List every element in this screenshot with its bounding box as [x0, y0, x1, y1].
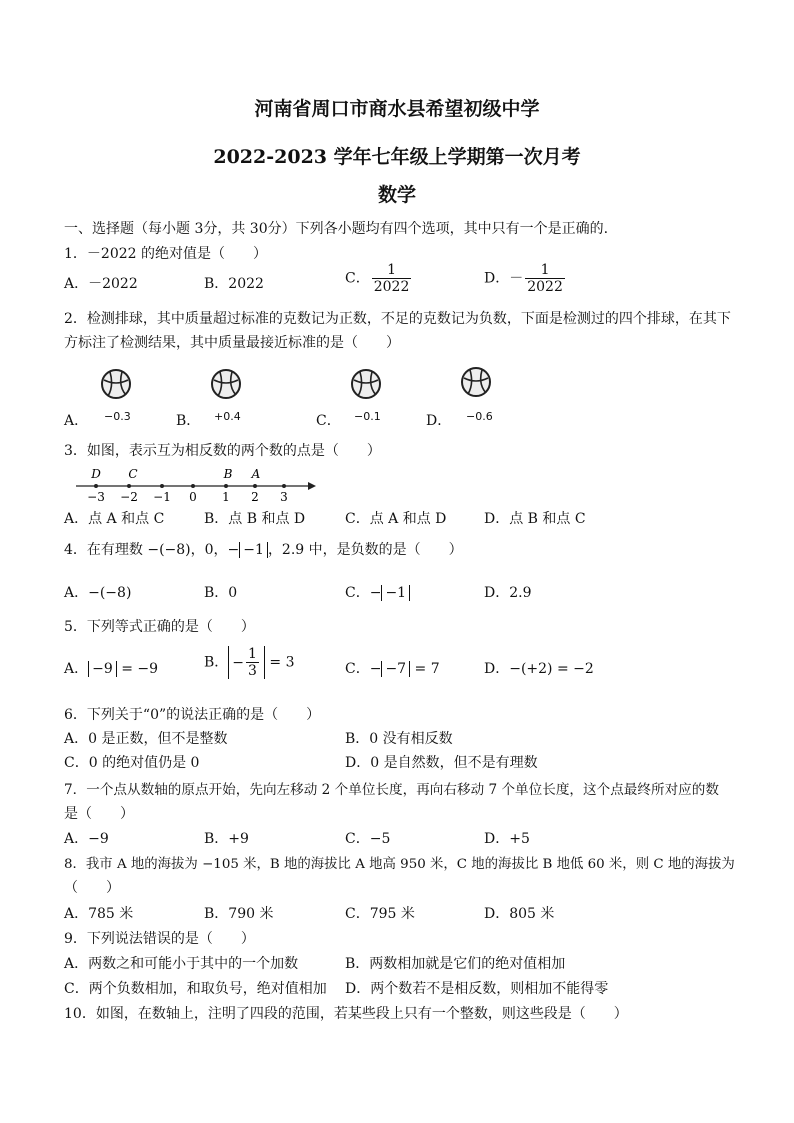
q6-stem: 6．下列关于“0”的说法正确的是（ ） — [64, 707, 321, 723]
q10-stem: 10．如图，在数轴上，注明了四段的范围，若某些段上只有一个整数，则这些段是（ ） — [64, 1006, 628, 1022]
q5-stem: 5．下列等式正确的是（ ） — [64, 619, 255, 635]
q8-stem-line2: （ ） — [64, 880, 120, 896]
q3-option-a: A．点 A 和点 C — [64, 511, 165, 527]
q2-option-a-value: −0.3 — [104, 410, 131, 423]
q2-option-b-label: B． — [176, 413, 201, 429]
q1-d-fraction: $\frac{1}{2022}$ — [527, 262, 563, 295]
q7-option-c: C．−5 — [345, 831, 391, 847]
volleyball-icon — [460, 366, 492, 398]
q5-option-b: B． − $\frac{1}{3}$ = 3 — [204, 646, 295, 679]
tick-label: 3 — [280, 490, 288, 504]
q1-option-c: C． $\frac{1}{2022}$ — [345, 262, 410, 295]
q9-option-d: D．两个数若不是相反数，则相加不能得零 — [345, 981, 609, 997]
volleyball-icon — [350, 368, 382, 400]
q2-option-c-value: −0.1 — [354, 410, 381, 423]
point-c — [127, 484, 131, 488]
absolute-value: −7 — [381, 661, 410, 677]
q6-option-a: A．0 是正数，但不是整数 — [64, 731, 228, 747]
q4-option-a: A．−(−8) — [64, 585, 132, 601]
q7-option-b: B．+9 — [204, 831, 249, 847]
q1-c-fraction: $\frac{1}{2022}$ — [373, 262, 410, 295]
volleyball-icon — [210, 368, 242, 400]
absolute-value: − $\frac{1}{3}$ — [228, 646, 265, 679]
q2-option-b-value: +0.4 — [214, 410, 241, 423]
q8-option-b: B．790 米 — [204, 906, 274, 922]
absolute-value: −9 — [88, 661, 117, 677]
tick-3-dot — [282, 484, 286, 488]
q2-option-d-value: −0.6 — [466, 410, 493, 423]
q9-option-c: C．两个负数相加，和取负号，绝对值相加 — [64, 981, 327, 997]
q8-option-a: A．785 米 — [64, 906, 134, 922]
q3-number-line — [76, 464, 316, 504]
tick-neg1-dot — [160, 484, 164, 488]
q9-stem: 9．下列说法错误的是（ ） — [64, 931, 255, 947]
tick-label: −2 — [120, 490, 138, 504]
point-label-d: D — [91, 467, 101, 481]
q4-stem: 4．在有理数 −(−8)，0，− −1 ，2.9 中，是负数的是（ ） — [64, 542, 463, 558]
tick-0-dot — [191, 484, 195, 488]
volleyball-icon — [100, 368, 132, 400]
q5-option-d: D．−(+2) = −2 — [484, 661, 594, 677]
q2-option-d-label: D． — [426, 413, 452, 429]
q1-option-a: A．－2022 — [64, 276, 138, 292]
q3-option-b: B．点 B 和点 D — [204, 511, 306, 527]
q4-option-d: D．2.9 — [484, 585, 532, 601]
tick-label: 0 — [189, 490, 197, 504]
q2-option-c-label: C． — [316, 413, 341, 429]
point-label-b: B — [223, 467, 233, 481]
point-a — [253, 484, 257, 488]
q1-stem: 1．－2022 的绝对值是（ ） — [64, 246, 267, 262]
tick-label: −3 — [87, 490, 105, 504]
q5-option-a: A． −9 = −9 — [64, 661, 159, 677]
absolute-value: −1 — [381, 585, 410, 601]
q5-option-c: C．− −7 = 7 — [345, 661, 440, 677]
exam-title: 2022-2023 学年七年级上学期第一次月考 — [213, 146, 581, 168]
section-heading: 一、选择题（每小题 3分，共 30分）下列各小题均有四个选项，其中只有一个是正确的. — [64, 221, 609, 237]
q7-stem-line1: 7．一个点从数轴的原点开始，先向左移动 2 个单位长度，再向右移动 7 个单位长度，这个点最终所对应的数 — [64, 782, 719, 798]
q3-option-d: D．点 B 和点 C — [484, 511, 586, 527]
q3-stem: 3．如图，表示互为相反数的两个数的点是（ ） — [64, 443, 381, 459]
tick-label: 2 — [251, 490, 259, 504]
q6-option-b: B．0 没有相反数 — [345, 731, 453, 747]
q8-option-d: D．805 米 — [484, 906, 555, 922]
q4-option-c: C．− −1 — [345, 582, 410, 602]
q6-option-c: C．0 的绝对值仍是 0 — [64, 755, 200, 771]
q1-option-b: B．2022 — [204, 276, 264, 292]
tick-label: 1 — [222, 490, 230, 504]
q4-option-b: B．0 — [204, 585, 238, 601]
school-title: 河南省周口市商水县希望初级中学 — [254, 98, 540, 120]
q7-stem-line2: 是（ ） — [64, 806, 134, 822]
point-b — [224, 484, 228, 488]
q8-option-c: C．795 米 — [345, 906, 415, 922]
tick-label: −1 — [153, 490, 171, 504]
q2-option-a-label: A． — [64, 413, 89, 429]
q3-option-c: C．点 A 和点 D — [345, 511, 447, 527]
point-label-a: A — [251, 467, 261, 481]
q9-option-a: A．两数之和可能小于其中的一个加数 — [64, 956, 299, 972]
point-label-c: C — [128, 467, 138, 481]
q2-stem-line1: 2．检测排球，其中质量超过标准的克数记为正数，不足的克数记为负数，下面是检测过的四个排球，在其下 — [64, 311, 731, 327]
q6-option-d: D．0 是自然数，但不是有理数 — [345, 755, 538, 771]
q1-option-d: D．－ $\frac{1}{2022}$ — [484, 262, 563, 295]
q9-option-b: B．两数相加就是它们的绝对值相加 — [345, 956, 566, 972]
q7-option-a: A．−9 — [64, 831, 109, 847]
q7-option-d: D．+5 — [484, 831, 530, 847]
subject-title: 数学 — [377, 184, 416, 206]
q8-stem-line1: 8．我市 A 地的海拔为 −105 米，B 地的海拔比 A 地高 950 米，C 地的海拔比 B 地低 60 米，则 C 地的海拔为 — [64, 857, 735, 872]
q2-stem-line2: 方标注了检测结果，其中质量最接近标准的是（ ） — [64, 335, 400, 351]
point-d — [94, 484, 98, 488]
absolute-value: −1 — [239, 542, 268, 558]
